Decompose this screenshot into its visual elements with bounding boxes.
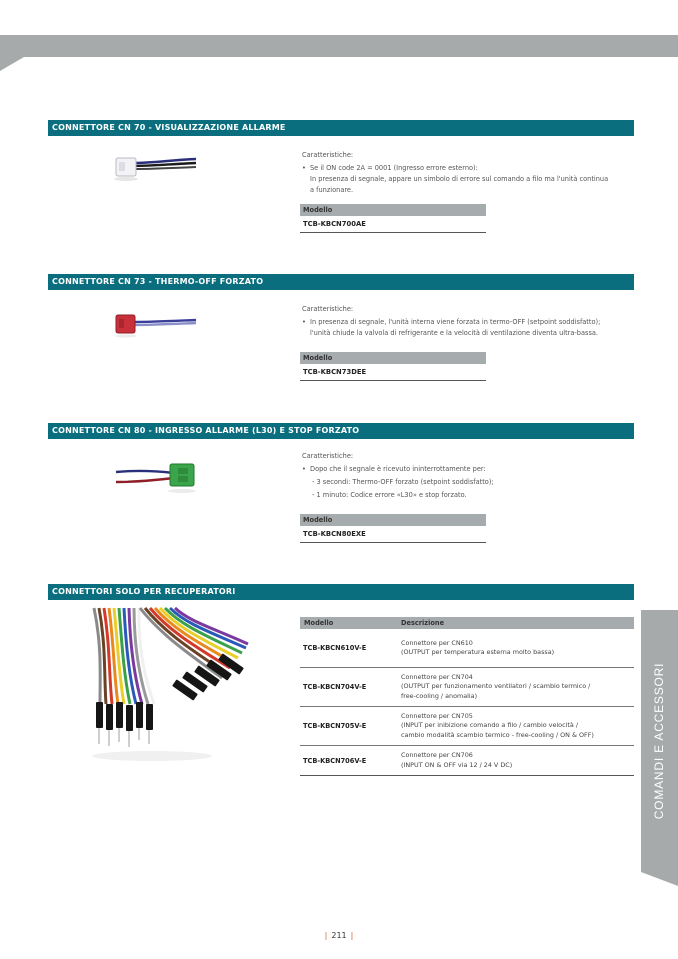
model-header: Modello	[300, 352, 486, 364]
top-band	[0, 35, 678, 57]
table-row	[300, 707, 634, 746]
connector-cn73-image	[112, 310, 202, 338]
row-description-line: (INPUT ON & OFF via 12 / 24 V DC)	[401, 760, 513, 769]
row-description-line: Connettore per CN705	[401, 711, 473, 720]
row-model: TCB-KBCN704V-E	[303, 683, 367, 691]
model-table-cn80	[300, 514, 486, 543]
side-tab-corner	[641, 872, 678, 886]
row-description-line: Connettore per CN706	[401, 751, 473, 760]
column-header-description: Descrizione	[401, 619, 445, 627]
section-header-recuperatori: CONNETTORI SOLO PER RECUPERATORI	[48, 584, 634, 600]
feature-line: - 3 secondi: Thermo-OFF forzato (setpoint soddisfatto);	[312, 478, 494, 486]
model-code: TCB-KBCN73DEE	[300, 364, 486, 381]
feature-line: l'unità chiude la valvola di refrigerante e la velocità di ventilazione diventa ultra-bassa.	[310, 329, 599, 337]
model-table-cn70	[300, 204, 486, 233]
column-header-model: Modello	[304, 619, 334, 627]
row-description-line: (INPUT per inibizione comando a filo / cambio velocità /	[401, 721, 578, 730]
row-description-line: free-cooling / anomalia)	[401, 691, 478, 700]
model-header: Modello	[300, 514, 486, 526]
accessories-table	[300, 617, 634, 776]
top-band-corner	[0, 57, 24, 71]
model-code: TCB-KBCN80EXE	[300, 526, 486, 543]
features-cn73	[302, 304, 622, 339]
accessories-table-header	[300, 617, 634, 629]
features-cn70	[302, 150, 622, 196]
model-code: TCB-KBCN700AE	[300, 216, 486, 233]
row-model: TCB-KBCN706V-E	[303, 756, 367, 765]
page-number-bar-left: |	[324, 931, 328, 940]
row-description-line: (OUTPUT per funzionamento ventilatori / scambio termico /	[401, 682, 591, 691]
row-model: TCB-KBCN610V-E	[303, 644, 367, 652]
page-number-bar-right: |	[350, 931, 354, 940]
feature-line: • In presenza di segnale, l'unità interna viene forzata in termo-OFF (setpoint soddisfatto);	[302, 317, 622, 328]
feature-line: • Se il ON code 2A = 0001 (Ingresso errore esterno):	[302, 163, 622, 174]
features-label: Caratteristiche:	[302, 151, 354, 159]
page-number-value: 211	[331, 931, 347, 940]
model-table-cn73	[300, 352, 486, 381]
feature-line: - 1 minuto: Codice errore «L30» e stop forzato.	[312, 491, 467, 499]
row-model: TCB-KBCN705V-E	[303, 722, 367, 730]
row-description	[398, 751, 634, 770]
row-description	[398, 712, 634, 740]
section-header-cn80: CONNETTORE CN 80 - INGRESSO ALLARME (L30) E STOP FORZATO	[48, 423, 634, 439]
features-label: Caratteristiche:	[302, 305, 354, 313]
page-number	[0, 931, 678, 940]
connector-cn80-image	[112, 460, 202, 494]
feature-line: • Dopo che il segnale è ricevuto ininterrottamente per:	[302, 464, 622, 475]
model-header: Modello	[300, 204, 486, 216]
features-cn80	[302, 451, 622, 501]
row-description-line: Connettore per CN610	[401, 638, 473, 647]
connector-cn70-image	[112, 150, 202, 182]
table-row	[300, 746, 634, 776]
feature-line: In presenza di segnale, appare un simbolo di errore sul comando a filo ma l'unità continua	[310, 175, 609, 183]
table-row	[300, 668, 634, 707]
table-row	[300, 629, 634, 668]
ribbon-cables-image	[82, 606, 252, 766]
section-header-cn70: CONNETTORE CN 70 - VISUALIZZAZIONE ALLARME	[48, 120, 634, 136]
row-description	[398, 673, 634, 701]
row-description-line: (OUTPUT per temperatura esterna molto bassa)	[401, 648, 555, 656]
row-description	[398, 639, 634, 658]
row-description-line: cambio modalità scambio termico - free-cooling / ON & OFF)	[401, 730, 594, 739]
section-header-cn73: CONNETTORE CN 73 - THERMO-OFF FORZATO	[48, 274, 634, 290]
side-tab-label: COMANDI E ACCESSORI	[652, 662, 666, 820]
feature-line: a funzionare.	[310, 186, 354, 194]
row-description-line: Connettore per CN704	[401, 672, 473, 681]
features-label: Caratteristiche:	[302, 452, 354, 460]
